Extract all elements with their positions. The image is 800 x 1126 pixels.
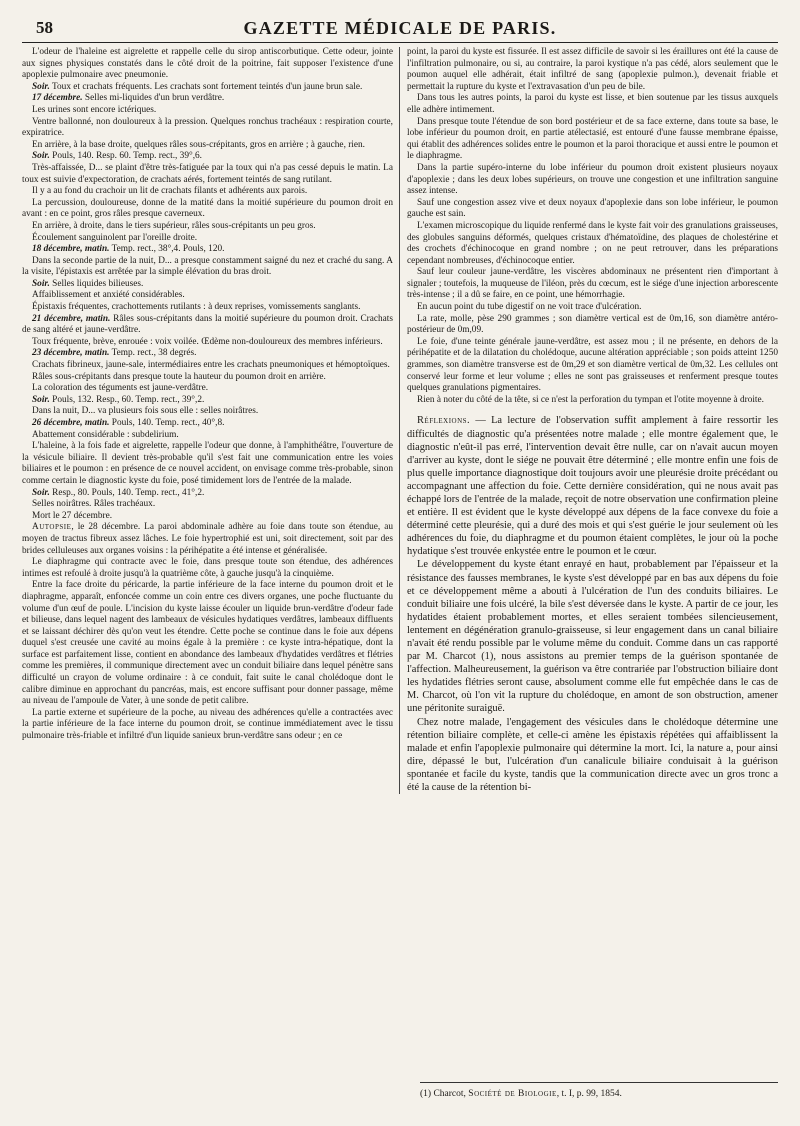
- paragraph-text: Il y a au fond du crachoir un lit de crachats filants et adhérents aux parois.: [32, 186, 308, 197]
- paragraph-text: Crachats fibrineux, jaune-sale, intermédiaires entre les crachats pneumoniques et hémoptoïques.: [32, 360, 390, 371]
- paragraph: [407, 414, 778, 558]
- paragraph-text: L'haleine, à la fois fade et aigrelette, rappelle l'odeur que donne, à l'amphithéâtre, l'ouverture de la vésicule biliaire. Il devient très-probable qu'il s'est fait une communication entre les voies biliaires et le poumon : en présence de ce nouvel accident, on envisage comme très-probable, sinon comme certain le diagnostic kyste du foie, posé timidement lors de l'entrée de la malade.: [22, 441, 393, 486]
- paragraph-text: Chez notre malade, l'engagement des vésicules dans le cholédoque détermine une rétention biliaire complète, et celle-ci amène les épistaxis répétées qui affaiblissent la malade et enfin l'apoplexie pulmonaire qui détermine la mort. Ici, la nature a, pour ainsi dire, dépassé le but, l'ulcération d'un canalicule biliaire conduisait à la guérison spontanée et facile du kyste, tandis que la communication directe avec un gros tronc a été la cause de la rétention bi-: [407, 716, 778, 794]
- paragraph-text: Selles noirâtres. Râles trachéaux.: [32, 499, 156, 510]
- right-column: [407, 47, 778, 794]
- paragraph-text: La coloration des téguments est jaune-verdâtre.: [32, 383, 209, 394]
- paragraph: [22, 499, 393, 511]
- paragraph: [22, 348, 393, 360]
- paragraph: [22, 522, 393, 557]
- paragraph-text: L'examen microscopique du liquide renfermé dans le kyste fait voir des granulations graisseuses, des globules sanguins déformés, quelques cristaux d'hématoïdine, des plaques de cholestérine et des crochets d'échinocoque en grand nombre ; on ne peut retrouver, dans les préparations cependant nombreuses, d'échinocoque entier.: [407, 220, 778, 266]
- entry-date: Soir.: [32, 81, 50, 92]
- paragraph-text: Dans presque toute l'étendue de son bord postérieur et de sa face externe, dans toute sa base, le lobe inférieur du poumon droit, en partie atélectasié, est entouré d'une fausse membrane épaisse, qui établit des adhérences solides entre le poumon et la paroi thoracique et aussi entre le poumon et le diaphragme.: [407, 116, 778, 162]
- running-title: GAZETTE MÉDICALE DE PARIS.: [243, 18, 557, 38]
- paragraph: [22, 279, 393, 291]
- paragraph-text: Resp., 80. Pouls, 140. Temp. rect., 41°,2.: [49, 487, 205, 498]
- paragraph: [22, 82, 393, 94]
- paragraph-text: Pouls, 140. Resp. 60. Temp. rect., 39°,6.: [49, 151, 202, 162]
- paragraph-text: Râles sous-crépitants dans presque toute la hauteur du poumon droit en arrière.: [32, 371, 326, 382]
- paragraph: [22, 418, 393, 430]
- paragraph-text: Entre la face droite du péricarde, la partie inférieure de la face interne du poumon droit et le diaphragme, apparaît, enfoncée comme un coin entre ces divers organes, une poche fluctuante du volume d'un œuf de poule. L'incision du kyste laisse écouler un liquide brun-verdâtre d'odeur fade et bilieuse, dans lequel nagent des lambeaux de vésicules hydatiques verdâtres, lambeaux diffluents et se laissant déchirer dès qu'on veut les étendre. Cette poche se continue dans le foie aux dépens duquel s'est creusée une cavité au moins égale à la première : ce kyste intra-hépatique, dont la surface est parfaitement lisse, contient en abondance des lambeaux d'hydatides verdâtres et flétries comme les premières, il communique directement avec un conduit biliaire dans lequel pénètre sans difficulté un crayon de volume ordinaire : à ce conduit, fait suite le canal cholédoque dont le calibre diminue en approchant du pancréas, mais, est encore suffisant pour donner passage, même au niveau de l'ampoule de Vater, à une sonde de petit calibre.: [22, 580, 393, 707]
- paragraph: [22, 198, 393, 221]
- paragraph-text: Abattement considérable : subdelirium.: [32, 429, 179, 440]
- paragraph: [22, 47, 393, 82]
- article-body: [22, 43, 778, 794]
- paragraph: [407, 558, 778, 715]
- paragraph: [22, 430, 393, 442]
- paragraph: [22, 314, 393, 337]
- left-column: [22, 47, 393, 794]
- paragraph-text: Dans la partie supéro-interne du lobe inférieur du poumon droit existent plusieurs noyaux d'apoplexie ; dans les deux lobes supérieurs, on trouve une congestion et une infiltration sanguine assez intense.: [407, 162, 778, 197]
- paragraph: [22, 488, 393, 500]
- paragraph-text: En arrière, à la base droite, quelques râles sous-crépitants, gros en arrière ; à gauche, rien.: [32, 139, 365, 150]
- paragraph: [407, 302, 778, 314]
- section-lead: Réflexions.: [417, 415, 471, 427]
- paragraph: [407, 395, 778, 407]
- paragraph: [22, 337, 393, 349]
- paragraph: [22, 151, 393, 163]
- paragraph: [22, 395, 393, 407]
- paragraph-text: , le 28 décembre. La paroi abdominale adhère au foie dans toute son étendue, au moyen de tractus fibreux assez lâches. Le foie hypertrophié est uni, soit directement, soit par des brides celluleuses aux organes voisins : la périhépatite a été intense et généralisée.: [22, 522, 393, 556]
- paragraph: [22, 244, 393, 256]
- paragraph-text: L'odeur de l'haleine est aigrelette et rappelle celle du sirop antiscorbutique. Cette odeur, jointe aux signes physiques constatés dans le côté droit de la poitrine, fait supposer l'existence d'une apoplexie pulmonaire avec pneumonie.: [22, 47, 393, 81]
- paragraph: [22, 290, 393, 302]
- entry-date: 18 décembre, matin.: [32, 244, 110, 255]
- paragraph: [407, 221, 778, 267]
- paragraph: [407, 93, 778, 116]
- footnote-society: Société de Biologie: [468, 1089, 557, 1099]
- paragraph: [22, 372, 393, 384]
- paragraph-text: Pouls, 140. Temp. rect., 40°,8.: [109, 418, 225, 428]
- paragraph: [407, 267, 778, 302]
- entry-date: 23 décembre, matin.: [32, 348, 110, 359]
- paragraph-text: Le foie, d'une teinte générale jaune-verdâtre, est assez mou ; il ne présente, en dehors de la périhépatite et de la dilatation du cholédoque, aucune altération appréciable ; son poids atteint 1250 grammes, son diamètre transverse est de 0m,29 et son diamètre vertical de 0m,32. Les cellules ont conservé leur forme et leur volume ; elles ne sont pas graisseuses et renferment presque toutes quelques granulations pigmentaires.: [407, 336, 778, 394]
- paragraph-text: Le diaphragme qui contracte avec le foie, dans presque toute son étendue, des adhérences intimes est refoulé à droite jusqu'à la quatrième côte, à gauche jusqu'à la cinquième.: [22, 557, 393, 579]
- paragraph: [22, 140, 393, 152]
- paragraph: [22, 557, 393, 580]
- paragraph: [407, 314, 778, 337]
- paragraph-text: Temp. rect., 38°,4. Pouls, 120.: [109, 244, 225, 255]
- paragraph-text: La rate, molle, pèse 290 grammes ; son diamètre vertical est de 0m,16, son diamètre antéro-postérieur de 0m,09.: [407, 313, 778, 336]
- section-lead: Autopsie: [32, 522, 72, 533]
- paragraph-text: La partie externe et supérieure de la poche, au niveau des adhérences qu'elle a contractées avec la partie inférieure de la face interne du poumon droit, se continue immédiatement avec le tissu pulmonaire très-friable et infiltré d'un liquide sanieux brun-verdâtre sans odeur ; en ce: [22, 707, 393, 742]
- paragraph-text: Dans la seconde partie de la nuit, D... a presque constamment saigné du nez et craché du sang. A la visite, l'épistaxis est arrêtée par la simple élévation du bras droit.: [22, 255, 393, 278]
- entry-date: Soir.: [32, 394, 50, 405]
- paragraph-text: Dans tous les autres points, la paroi du kyste est lisse, et bien soutenue par les tissus auxquels elle adhère intimement.: [407, 93, 778, 115]
- paragraph-text: point, la paroi du kyste est fissurée. Il est assez difficile de savoir si les éraillures ont été la cause de l'infiltration pulmonaire, ou si, au contraire, la paroi kystique n'a pas cédé, alors seulement que le poumon auquel elle adhérait, était infiltré de sang (apoplexie pulmon.), devenait friable et permettait la rupture du kyste et l'extravasation d'un peu de bile.: [407, 47, 778, 92]
- paragraph: [407, 716, 778, 795]
- paragraph-text: Affaiblissement et anxiété considérables.: [32, 290, 185, 301]
- paragraph: [22, 117, 393, 140]
- paragraph: [22, 406, 393, 418]
- paragraph: [22, 383, 393, 395]
- paragraph-text: — La lecture de l'observation suffit amplement à faire ressortir les difficultés de diagnostic qu'a présentées notre malade ; elle montre également que, le diagnostic n'eût-il pas erré, l'intervention devait être nulle, car on n'avait aucun moyen d'arriver au kyste, dont le siége ne pouvait être déterminé ; elle montre enfin une fois de plus quelle importance diagnostique doit toujours avoir une pleurésie droite précédant ou accompagnant une affection du foie. Cette dernière considération, qui ne nous avait pas échappé lors de l'entrée de la malade, reçoit de notre observation une confirmation pleine et entière. Il est évident que le kyste développé aux dépens de la face convexe du foie a déterminé cette pleurésie, qui a duré des mois et qui s'est guérie le jour seulement où les adhérences du foie, du diaphragme et du poumon étaient complètes, le jour où la poche hydatique s'est trouvée enkystée entre le poumon et le cœur.: [407, 415, 778, 558]
- paragraph-text: Écoulement sanguinolent par l'oreille droite.: [32, 232, 198, 243]
- entry-date: 26 décembre, matin.: [32, 418, 110, 428]
- paragraph-text: Mort le 27 décembre.: [32, 510, 113, 521]
- entry-date: Soir.: [32, 151, 50, 162]
- paragraph-text: Toux fréquente, brève, enrouée : voix voilée. Œdème non-douloureux des membres inférieurs.: [32, 336, 383, 347]
- paragraph: [22, 233, 393, 245]
- paragraph-text: Les urines sont encore ictériques.: [32, 104, 157, 115]
- paragraph: [22, 105, 393, 117]
- paragraph-text: Râles sous-crépitants dans la moitié supérieure du poumon droit. Crachats de sang altéré et jaune-verdâtre.: [22, 313, 393, 336]
- entry-date: 17 décembre.: [32, 93, 83, 104]
- footnote-rest: , t. I, p. 99, 1854.: [556, 1089, 622, 1099]
- paragraph-text: Pouls, 132. Resp., 60. Temp. rect., 39°,2.: [49, 394, 205, 405]
- paragraph: [407, 337, 778, 395]
- paragraph-text: Dans la nuit, D... va plusieurs fois sous elle : selles noirâtres.: [32, 406, 259, 417]
- paragraph-text: Sauf une congestion assez vive et deux noyaux d'apoplexie dans son lobe inférieur, le poumon gauche est sain.: [407, 197, 778, 220]
- entry-date: Soir.: [32, 487, 50, 498]
- page-number: 58: [36, 18, 53, 37]
- paragraph-text: En arrière, à droite, dans le tiers supérieur, râles sous-crépitants un peu gros.: [32, 220, 316, 231]
- paragraph: [22, 186, 393, 198]
- paragraph: [22, 360, 393, 372]
- paragraph: [407, 198, 778, 221]
- paragraph-text: En aucun point du tube digestif on ne voit trace d'ulcération.: [417, 302, 642, 313]
- paragraph: [22, 302, 393, 314]
- footnote: [420, 1082, 778, 1099]
- paragraph: [22, 256, 393, 279]
- paragraph-text: Toux et crachats fréquents. Les crachats sont fortement teintés d'un jaune brun sale.: [49, 81, 363, 92]
- paragraph-text: Selles mi-liquides d'un brun verdâtre.: [82, 93, 225, 104]
- paragraph: [22, 93, 393, 105]
- paragraph: [22, 163, 393, 186]
- paragraph: [22, 580, 393, 708]
- paragraph: [407, 117, 778, 163]
- paragraph-text: Le développement du kyste étant enrayé en haut, probablement par l'épaisseur et la résistance des fausses membranes, le kyste s'est développé par en bas aux dépens du foie et ce développement même a abouti à l'ulcération de l'un des conduits biliaires. Le conduit biliaire une fois ulcéré, la bile s'est déversée dans le kyste. A partir de ce jour, les hydatides étaient probablement mortes, et elles seraient tombées silencieusement, lentement en dégénération granulo-graisseuse, si leur engagement dans un canal biliaire n'avait été rendu possible par le volume même du conduit. Comme dans un cas rapporté par M. Charcot (1), nous assistons au premier temps de la guérison spontanée de l'affection. Malheureusement, la guérison va être contrariée par l'obstruction biliaire dont les hydatides flétries seront cause, absolument comme elle fut empêchée dans le cas de M. Charcot, où l'on vit la rupture du cholédoque, en amont de son obstruction, amener une péritonite suraiguë.: [407, 559, 778, 715]
- paragraph-text: Sauf leur couleur jaune-verdâtre, les viscères abdominaux ne présentent rien d'important à signaler ; toutefois, la muqueuse de l'iléon, près du cœcum, est le siége d'une injection arborescente très-intense ; il a dû se faire, en ce point, une hémorrhagie.: [407, 267, 778, 301]
- paragraph: [22, 221, 393, 233]
- paragraph: [22, 708, 393, 743]
- paragraph: [22, 441, 393, 487]
- paragraph-text: Selles liquides bilieuses.: [49, 278, 144, 289]
- entry-date: 21 décembre, matin.: [32, 313, 111, 324]
- paragraph: [407, 47, 778, 93]
- paragraph-text: Temp. rect., 38 degrés.: [109, 348, 197, 359]
- page-header: [22, 16, 778, 43]
- paragraph-text: Épistaxis fréquentes, crachottements rutilants : à deux reprises, vomissements sanglants.: [32, 302, 361, 313]
- paragraph: [407, 163, 778, 198]
- footnote-mark: (1) Charcot,: [420, 1089, 469, 1099]
- paragraph-text: Ventre ballonné, non douloureux à la pression. Quelques ronchus trachéaux : respiration courte, expiratrice.: [22, 116, 393, 139]
- paragraph-text: Rien à noter du côté de la tête, si ce n'est la perforation du tympan et l'otite moyenne à droite.: [417, 394, 764, 405]
- paragraph: [22, 511, 393, 523]
- paragraph-text: La percussion, douloureuse, donne de la matité dans la moitié supérieure du poumon droit en avant : en ce point, gros râles presque caverneux.: [22, 197, 393, 220]
- entry-date: Soir.: [32, 278, 50, 289]
- paragraph-text: Très-affaissée, D... se plaint d'être très-fatiguée par la toux qui n'a pas cessé depuis le matin. La toux est suivie d'expectoration, de crachats aérés, fortement teintés de sang rutilant.: [22, 162, 393, 185]
